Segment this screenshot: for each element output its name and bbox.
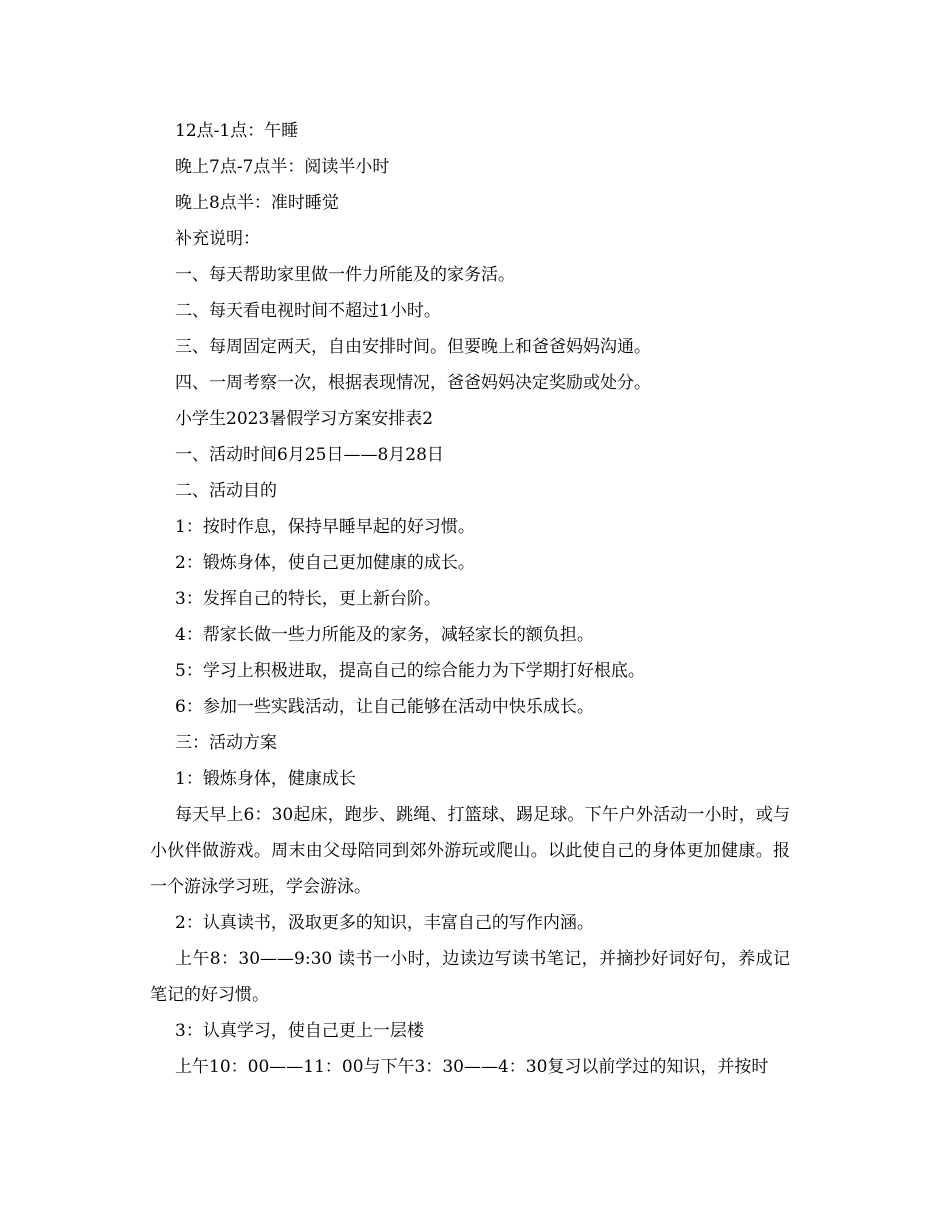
purpose-item-1: 1：按时作息，保持早睡早起的好习惯。	[175, 517, 475, 537]
purpose-item-4: 4：帮家长做一些力所能及的家务，减轻家长的额负担。	[175, 625, 594, 645]
activity-purpose-heading: 二、活动目的	[175, 481, 277, 501]
schedule-line-nap: 12点-1点：午睡	[175, 121, 299, 141]
activity-time: 一、活动时间6月25日——8月28日	[175, 445, 444, 465]
supplement-item-1: 一、每天帮助家里做一件力所能及的家务活。	[175, 265, 515, 285]
plan-item-1-heading: 1：锻炼身体，健康成长	[175, 769, 356, 789]
purpose-item-6: 6：参加一些实践活动，让自己能够在活动中快乐成长。	[175, 697, 594, 717]
purpose-item-2: 2：锻炼身体，使自己更加健康的成长。	[175, 553, 475, 573]
supplement-item-2: 二、每天看电视时间不超过1小时。	[175, 301, 441, 321]
plan-item-2-heading: 2：认真读书，汲取更多的知识，丰富自己的写作内涵。	[175, 913, 594, 933]
schedule-line-reading-time: 晚上7点-7点半：阅读半小时	[175, 157, 390, 177]
purpose-item-5: 5：学习上积极进取，提高自己的综合能力为下学期打好根底。	[175, 661, 645, 681]
activity-plan-heading: 三：活动方案	[175, 733, 277, 753]
supplement-item-3: 三、每周固定两天，自由安排时间。但要晚上和爸爸妈妈沟通。	[175, 337, 651, 357]
schedule-line-bedtime: 晚上8点半：准时睡觉	[175, 193, 339, 213]
section-title: 小学生2023暑假学习方案安排表2	[175, 409, 434, 429]
supplement-item-4: 四、一周考察一次，根据表现情况，爸爸妈妈决定奖励或处分。	[175, 373, 651, 393]
plan-item-3-heading: 3：认真学习，使自己更上一层楼	[175, 1021, 424, 1041]
purpose-item-3: 3：发挥自己的特长，更上新台阶。	[175, 589, 441, 609]
plan-item-2-paragraph: 上午8：30——9:30 读书一小时，边读边写读书笔记，并摘抄好词好句，养成记笔记的好习惯。	[150, 949, 790, 1005]
plan-item-3-paragraph: 上午10：00——11：00与下午3：30——4：30复习以前学过的知识，并按时	[175, 1057, 769, 1077]
document-body	[150, 113, 815, 1085]
supplement-heading: 补充说明：	[175, 229, 260, 249]
plan-item-1-paragraph: 每天早上6：30起床，跑步、跳绳、打篮球、踢足球。下午户外活动一小时，或与小伙伴做游戏。周末由父母陪同到郊外游玩或爬山。以此使自己的身体更加健康。报一个游泳学习班，学会游泳。	[150, 805, 790, 897]
